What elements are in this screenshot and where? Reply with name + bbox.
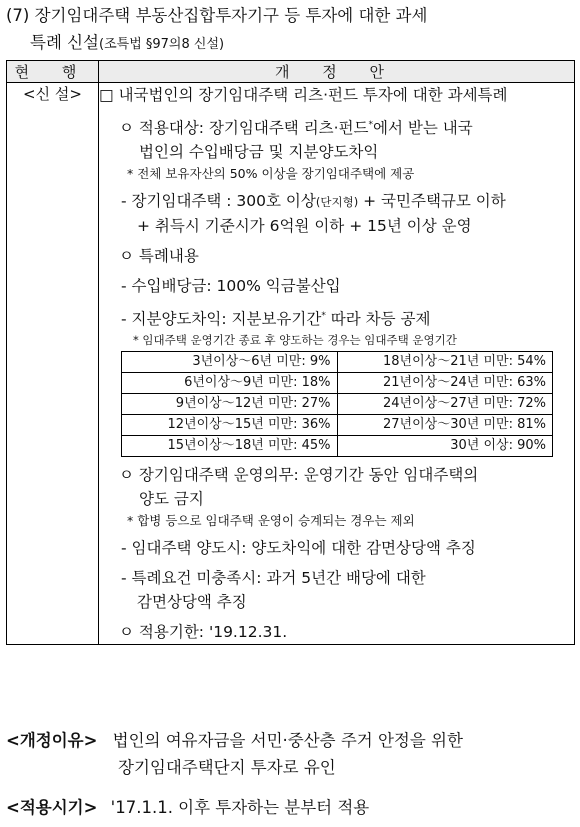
target-note: * 전체 보유자산의 50% 이상을 장기임대주택에 제공 bbox=[127, 166, 415, 182]
target-rest: 에서 받는 내국 bbox=[373, 119, 473, 138]
sale-line: - 임대주택 양도시: 양도차익에 대한 감면상당액 추징 bbox=[121, 539, 476, 558]
target-line2: 법인의 수입배당금 및 지분양도차익 bbox=[139, 143, 379, 162]
dividend-line: - 수입배당금: 100% 익금불산입 bbox=[121, 277, 341, 296]
heading-line2 bbox=[6, 29, 574, 58]
gain-note: * 임대주택 운영기간 종료 후 양도하는 경우는 임대주택 운영기간 bbox=[133, 333, 457, 348]
rate-row bbox=[122, 373, 553, 394]
revision-title: □ 내국법인의 장기임대주택 리츠·펀드 투자에 대한 과세특례 bbox=[99, 86, 508, 104]
duty-line2: 양도 금지 bbox=[139, 490, 204, 509]
rate-cell: 18년이상～21년 미만: 54% bbox=[337, 352, 553, 373]
fail-line2: 감면상당액 추징 bbox=[137, 593, 247, 612]
heading-line1: (7) 장기임대주택 부동산집합투자기구 등 투자에 대한 과세 bbox=[6, 6, 428, 25]
header-current: 현 행 bbox=[7, 61, 99, 83]
rate-row bbox=[122, 436, 553, 457]
table-body-row bbox=[7, 83, 575, 645]
house-line1-b: + 국민주택규모 이하 bbox=[358, 192, 506, 211]
content-label: ㅇ 특례내용 bbox=[119, 247, 199, 266]
gain-a: - 지분양도차익: 지분보유기간 bbox=[121, 310, 322, 329]
heading-line2-main: 특례 신설 bbox=[30, 33, 100, 52]
deadline-line: ㅇ 적용기한: '19.12.31. bbox=[119, 623, 288, 642]
duty-note: * 합병 등으로 임대주택 운영이 승계되는 경우는 제외 bbox=[127, 513, 415, 529]
target-line1 bbox=[99, 113, 574, 140]
deduction-rate-table bbox=[121, 351, 553, 457]
revised-cell bbox=[99, 83, 575, 645]
rate-cell: 24년이상～27년 미만: 72% bbox=[337, 394, 553, 415]
header-revised: 개 정 안 bbox=[99, 61, 575, 83]
house-line1-small: (단지형) bbox=[315, 195, 359, 210]
timing-label: <적용시기> bbox=[6, 798, 98, 817]
gain-sup: * bbox=[321, 311, 326, 322]
current-cell bbox=[7, 83, 99, 645]
house-line2: + 취득시 기준시가 6억원 이하 + 15년 이상 운영 bbox=[137, 217, 472, 236]
target-sup: * bbox=[368, 120, 374, 130]
reason-line2: 장기임대주택단지 투자로 유인 bbox=[118, 758, 336, 777]
rate-cell: 27년이상～30년 미만: 81% bbox=[337, 415, 553, 436]
section-heading bbox=[6, 2, 574, 58]
timing-block bbox=[6, 795, 369, 821]
heading-line2-law: (조특법 §97의8 신설) bbox=[99, 37, 225, 52]
comparison-table bbox=[6, 60, 575, 645]
house-line1 bbox=[99, 189, 574, 214]
reason-label: <개정이유> bbox=[6, 731, 98, 750]
rate-row bbox=[122, 394, 553, 415]
rate-cell: 15년이상～18년 미만: 45% bbox=[122, 436, 338, 457]
duty-line1: ㅇ 장기임대주택 운영의무: 운영기간 동안 임대주택의 bbox=[119, 466, 479, 485]
current-text: <신 설> bbox=[23, 85, 82, 103]
timing-text: '17.1.1. 이후 투자하는 분부터 적용 bbox=[110, 798, 370, 817]
rate-row bbox=[122, 352, 553, 373]
gain-b: 따라 차등 공제 bbox=[325, 310, 431, 329]
rate-cell: 9년이상～12년 미만: 27% bbox=[122, 394, 338, 415]
fail-line1: - 특례요건 미충족시: 과거 5년간 배당에 대한 bbox=[121, 569, 426, 588]
table-header-row bbox=[7, 61, 575, 83]
rate-cell: 21년이상～24년 미만: 63% bbox=[337, 373, 553, 394]
rate-cell: 12년이상～15년 미만: 36% bbox=[122, 415, 338, 436]
rate-cell: 3년이상～6년 미만: 9% bbox=[122, 352, 338, 373]
rate-row bbox=[122, 415, 553, 436]
reason-line1: 법인의 여유자금을 서민·중산층 주거 안정을 위한 bbox=[112, 731, 463, 750]
reason-block bbox=[6, 728, 463, 754]
house-line1-a: - 장기임대주택 : 300호 이상 bbox=[121, 192, 316, 211]
rate-cell: 6년이상～9년 미만: 18% bbox=[122, 373, 338, 394]
rate-cell: 30년 이상: 90% bbox=[337, 436, 553, 457]
gain-line bbox=[99, 304, 574, 331]
target-label: ㅇ 적용대상: 장기임대주택 리츠·펀드 bbox=[119, 119, 369, 138]
